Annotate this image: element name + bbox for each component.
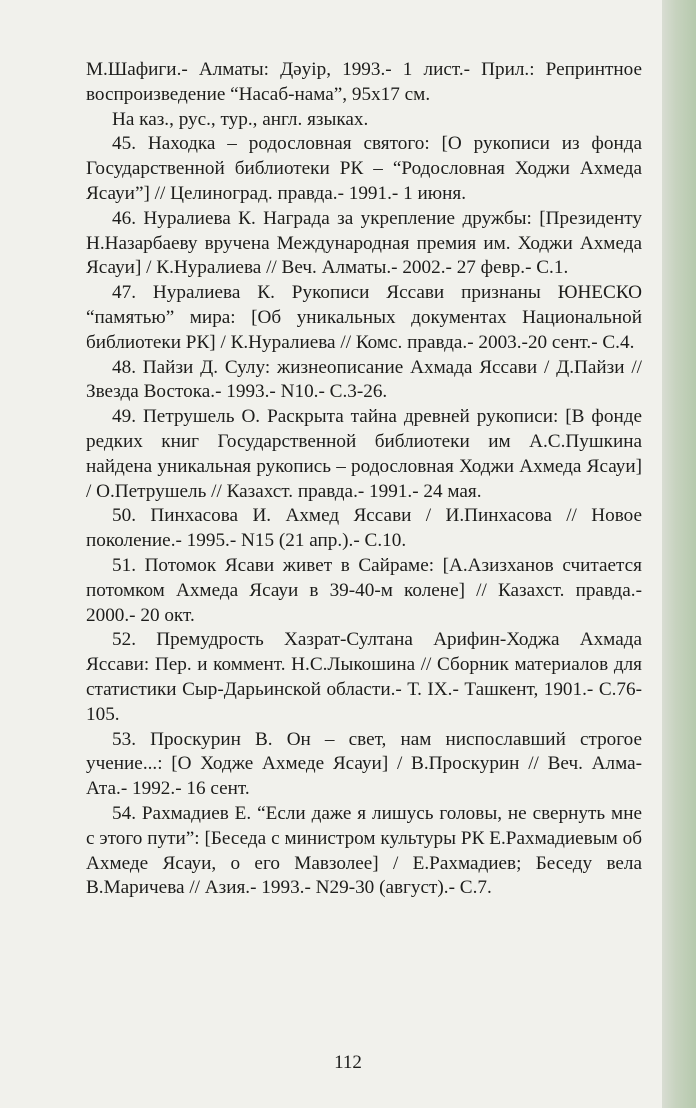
entry-53: 53. Проскурин В. Он – свет, нам ниспославший строгое учение...: [О Ходже Ахмеде Ясауи] / В.Проскурин // Веч. Алма-Ата.- 1992.- 16 сент. (86, 728, 642, 800)
entry-54: 54. Рахмадиев Е. “Если даже я лишусь головы, не свернуть мне с этого пути”: [Беседа с министром культуры РК Е.Рахмадиевым об Ахмеде Ясауи, о его Мавзолее] / Е.Рахмадиев; Беседу вела В.Маричева // Азия.- 1993.- N29-30 (август).- С.7. (86, 802, 642, 899)
entry-49: 49. Петрушель О. Раскрыта тайна древней рукописи: [В фонде редких книг Государственной библиотеки им А.С.Пушкина найдена уникальная рукопись – родословная Ходжи Ахмеда Ясауи] / О.Петрушель // Казахст. правда.- 1991.- 24 мая. (86, 406, 642, 502)
entry-45: 45. Находка – родословная святого: [О рукописи из фонда Государственной библиотеки РК – “Родословная Ходжи Ахмеда Ясауи”] // Целиноград. правда.- 1991.- 1 июня. (86, 133, 642, 204)
entry-46: 46. Нуралиева К. Награда за укрепление дружбы: [Президенту Н.Назарбаеву вручена Международная премия им. Ходжи Ахмеда Ясауи] / К.Нуралиева // Веч. Алматы.- 2002.- 27 февр.- С.1. (86, 207, 642, 279)
entry-note: На каз., рус., тур., англ. языках. (112, 108, 369, 130)
entry-50: 50. Пинхасова И. Ахмед Яссави / И.Пинхасова // Новое поколение.- 1995.- N15 (21 апр.).- С.10. (86, 505, 642, 552)
entry-continuation: М.Шафиги.- Алматы: Дәуір, 1993.- 1 лист.- Прил.: Репринтное воспроизведение “Насаб-нама”, 95х17 см. (86, 59, 642, 105)
page-edge-shadow (662, 0, 696, 1108)
bibliography-text (86, 58, 642, 901)
entry-48: 48. Пайзи Д. Сулу: жизнеописание Ахмада Яссави / Д.Пайзи // Звезда Востока.- 1993.- N10.- С.3-26. (86, 356, 642, 403)
entry-47: 47. Нуралиева К. Рукописи Яссави признаны ЮНЕСКО “памятью” мира: [Об уникальных документах Национальной библиотеки РК] / К.Нуралиева // Комс. правда.- 2003.-20 сент.- С.4. (86, 282, 642, 353)
entry-51: 51. Потомок Ясави живет в Сайраме: [А.Азизханов считается потомком Ахмеда Ясауи в 39-40-м колене] // Казахст. правда.- 2000.- 20 окт. (86, 554, 642, 626)
entry-52: 52. Премудрость Хазрат-Султана Арифин-Ходжа Ахмада Яссави: Пер. и коммент. Н.С.Лыкошина // Сборник материалов для статистики Сыр-Дарьинской области.- Т. IX.- Ташкент, 1901.- С.76-105. (86, 629, 642, 725)
page-number: 112 (334, 1052, 362, 1073)
